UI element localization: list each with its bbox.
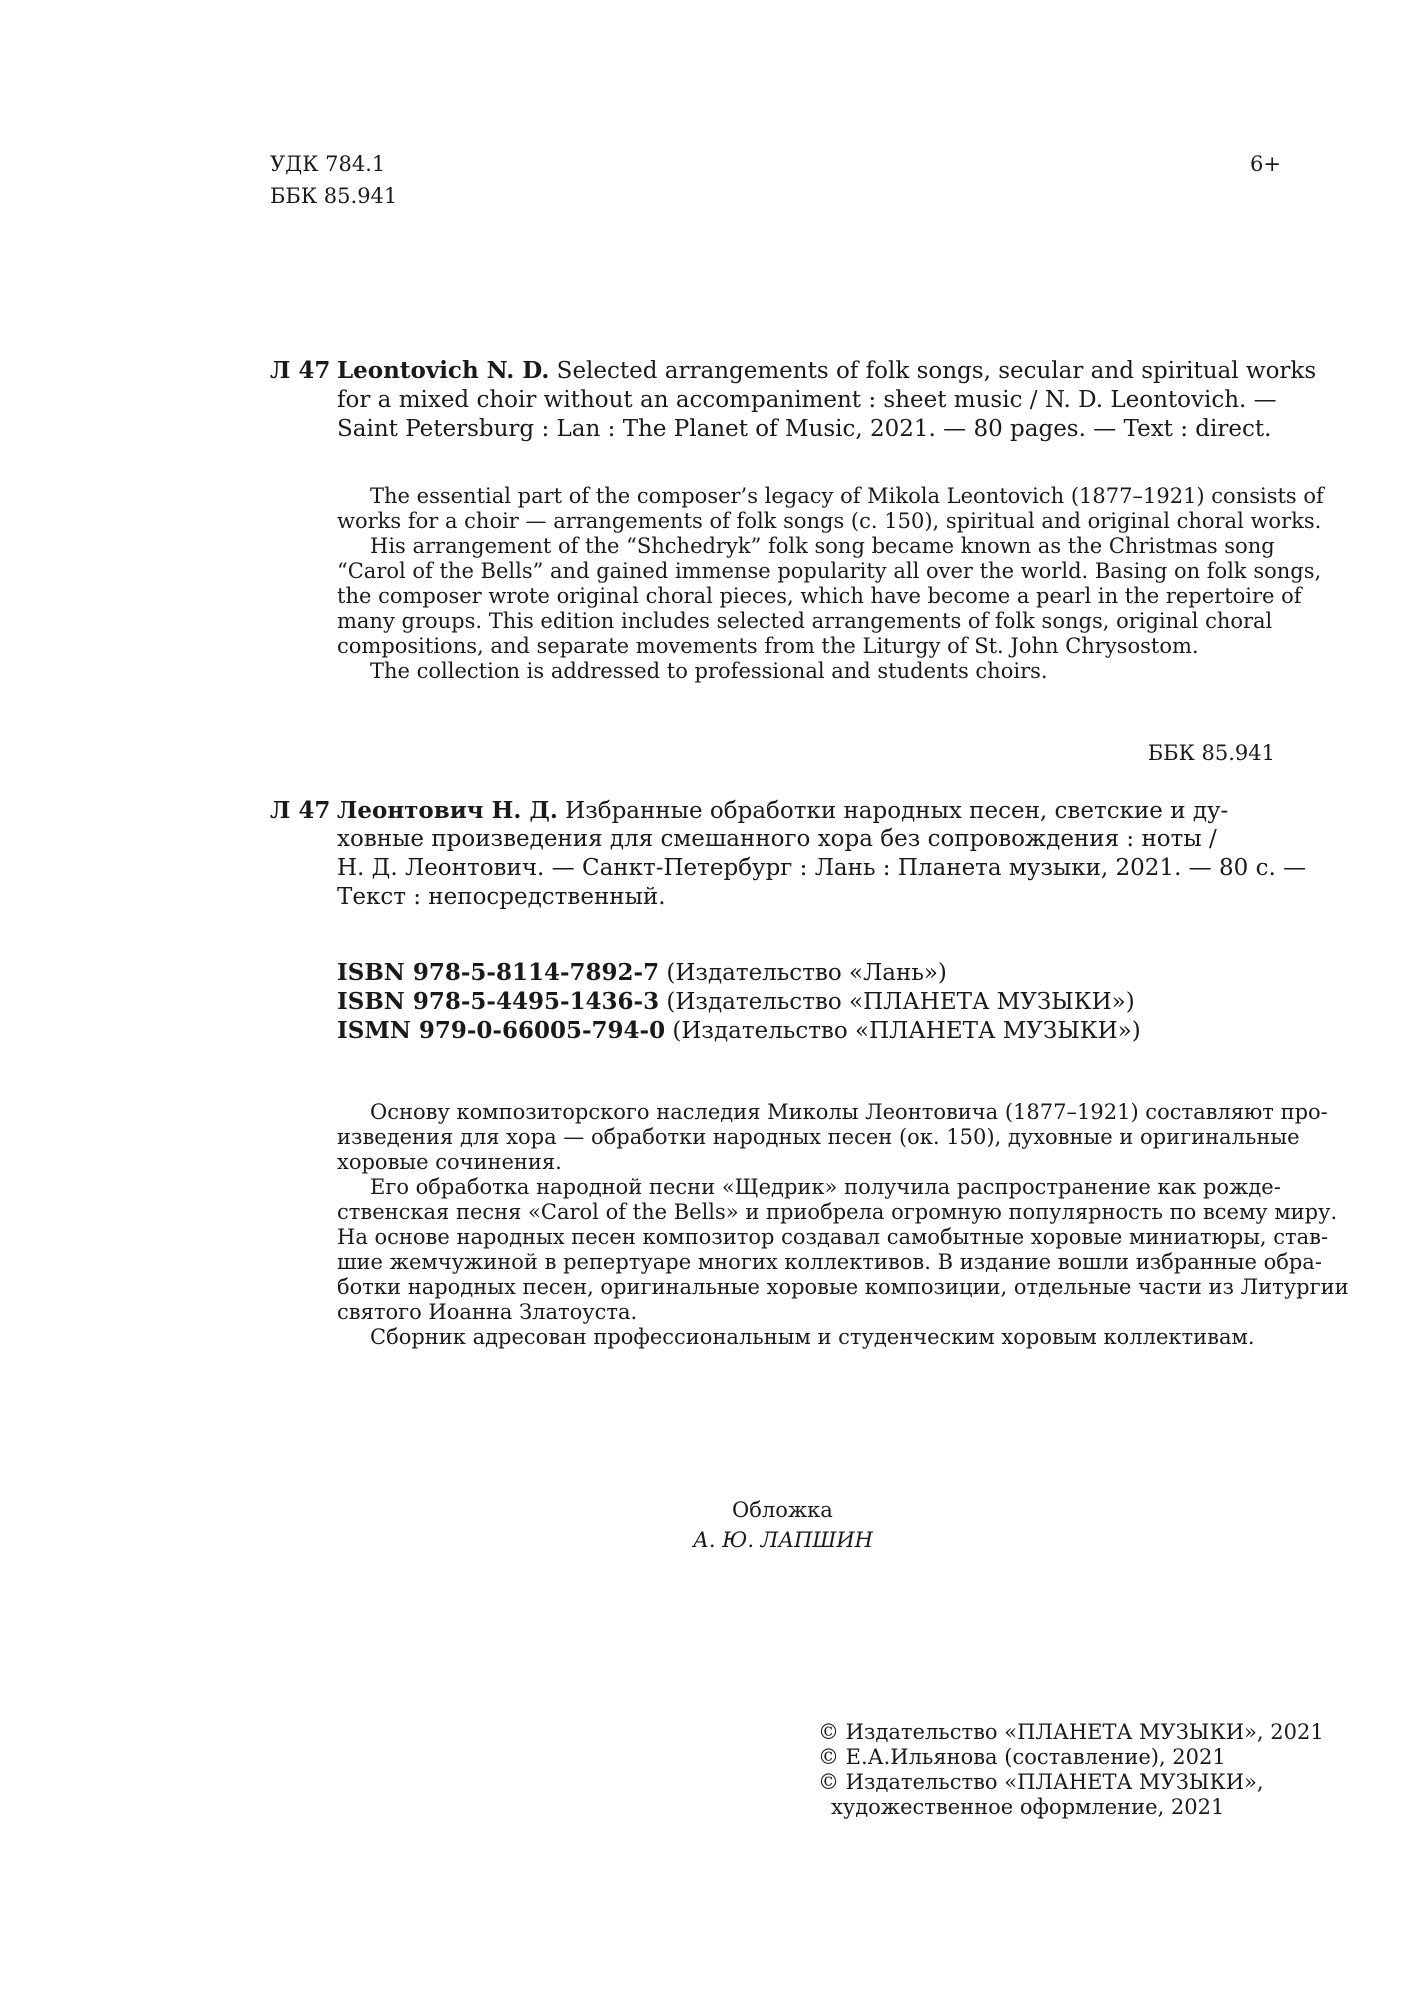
ismn-code: ISMN 979-0-66005-794-0 bbox=[337, 1017, 666, 1044]
age-rating: 6+ bbox=[1250, 152, 1281, 176]
copyright-line: © Издательство «ПЛАНЕТА МУЗЫКИ», 2021 bbox=[818, 1720, 1324, 1744]
bbk-code-right: ББК 85.941 bbox=[1147, 741, 1275, 765]
russian-abstract-line: Основу композиторского наследия Миколы Леонтовича (1877–1921) составляют про- bbox=[370, 1100, 1328, 1124]
english-abstract-line: The essential part of the composer’s legacy of Mikola Leontovich (1877–1921) consists of bbox=[370, 484, 1324, 508]
russian-abstract-line: ственская песня «Carol of the Bells» и приобрела огромную популярность по всему миру. bbox=[337, 1200, 1338, 1224]
cover-artist: А. Ю. ЛАПШИН bbox=[693, 1528, 873, 1552]
english-record-code: Л 47 bbox=[270, 357, 331, 384]
english-record-line-2: for a mixed choir without an accompaniment : sheet music / N. D. Leontovich. — bbox=[337, 387, 1277, 413]
english-abstract bbox=[337, 484, 1324, 684]
isbn-publisher: (Издательство «Лань») bbox=[659, 960, 947, 986]
copyright-line: © Е.А.Ильянова (составление), 2021 bbox=[818, 1745, 1226, 1769]
cover-label: Обложка bbox=[732, 1498, 833, 1522]
russian-record-line-2: ховные произведения для смешанного хора без сопровождения : ноты / bbox=[337, 826, 1217, 852]
english-record-author: Leontovich N. D. bbox=[337, 357, 550, 384]
isbn-code: ISBN 978-5-8114-7892-7 bbox=[337, 959, 660, 986]
english-record-line-3: Saint Petersburg : Lan : The Planet of Music, 2021. — 80 pages. — Text : direct. bbox=[337, 416, 1272, 442]
isbn-code: ISBN 978-5-4495-1436-3 bbox=[337, 988, 660, 1015]
copyright-line: художественное оформление, 2021 bbox=[831, 1795, 1225, 1819]
russian-abstract-line: святого Иоанна Златоуста. bbox=[337, 1300, 638, 1324]
russian-record-author: Леонтович Н. Д. bbox=[337, 797, 558, 824]
russian-abstract-line: хоровые сочинения. bbox=[337, 1150, 562, 1174]
russian-abstract-line: ботки народных песен, оригинальные хоровые композиции, отдельные части из Литургии bbox=[337, 1275, 1349, 1299]
copyright-line: © Издательство «ПЛАНЕТА МУЗЫКИ», bbox=[818, 1770, 1264, 1794]
russian-abstract-line: Сборник адресован профессиональным и студенческим хоровым коллективам. bbox=[370, 1325, 1255, 1349]
bbk-code: ББК 85.941 bbox=[270, 184, 398, 208]
english-abstract-line: works for a choir — arrangements of folk songs (c. 150), spiritual and original choral works. bbox=[337, 509, 1322, 533]
ismn-line bbox=[337, 1016, 1141, 1045]
isbn-line bbox=[337, 987, 1141, 1016]
russian-abstract-line: Его обработка народной песни «Щедрик» получила распространение как рожде- bbox=[370, 1175, 1281, 1199]
russian-record-line-3: Н. Д. Леонтович. — Санкт-Петербург : Лань : Планета музыки, 2021. — 80 с. — bbox=[337, 855, 1307, 881]
ismn-publisher: (Издательство «ПЛАНЕТА МУЗЫКИ») bbox=[665, 1018, 1141, 1044]
russian-abstract-line: изведения для хора — обработки народных песен (ок. 150), духовные и оригинальные bbox=[337, 1125, 1300, 1149]
russian-abstract bbox=[337, 1100, 1349, 1350]
russian-record-line-1: Избранные обработки народных песен, светские и ду- bbox=[557, 798, 1229, 824]
english-abstract-line: The collection is addressed to professional and students choirs. bbox=[370, 659, 1048, 683]
russian-record-code: Л 47 bbox=[270, 797, 331, 824]
english-record bbox=[337, 356, 1317, 444]
russian-record-line-4: Текст : непосредственный. bbox=[337, 884, 666, 910]
english-abstract-line: His arrangement of the “Shchedryk” folk song became known as the Christmas song bbox=[370, 534, 1275, 558]
udk-code: УДК 784.1 bbox=[270, 152, 386, 176]
identifiers bbox=[337, 958, 1141, 1045]
russian-record bbox=[337, 796, 1307, 912]
isbn-publisher: (Издательство «ПЛАНЕТА МУЗЫКИ») bbox=[659, 989, 1135, 1015]
english-record-line-1: Selected arrangements of folk songs, secular and spiritual works bbox=[549, 358, 1317, 384]
english-abstract-line: the composer wrote original choral pieces, which have become a pearl in the repertoire of bbox=[337, 584, 1302, 608]
russian-abstract-line: шие жемчужиной в репертуаре многих коллективов. В издание вошли избранные обра- bbox=[337, 1250, 1322, 1274]
russian-abstract-line: На основе народных песен композитор создавал самобытные хоровые миниатюры, став- bbox=[337, 1225, 1329, 1249]
english-abstract-line: many groups. This edition includes selected arrangements of folk songs, original choral bbox=[337, 609, 1273, 633]
english-abstract-line: compositions, and separate movements from the Liturgy of St. John Chrysostom. bbox=[337, 634, 1199, 658]
english-abstract-line: “Carol of the Bells” and gained immense popularity all over the world. Basing on folk songs, bbox=[337, 559, 1322, 583]
isbn-line bbox=[337, 958, 1141, 987]
copyright-block bbox=[818, 1720, 1324, 1820]
